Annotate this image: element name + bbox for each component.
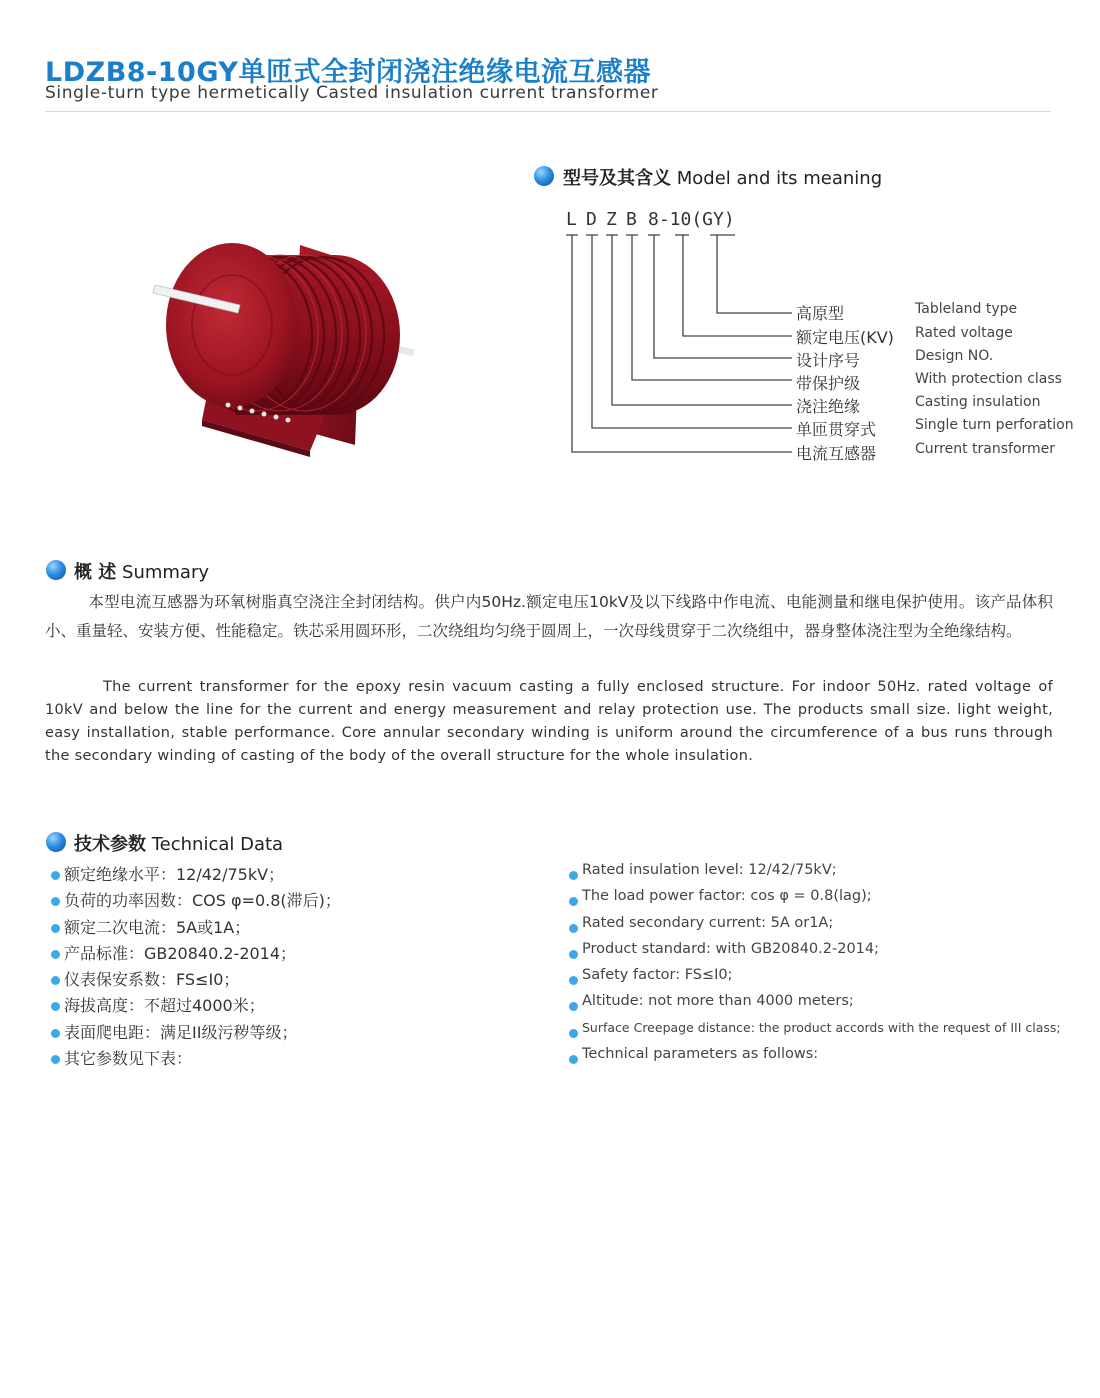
technical-list-en: [566, 862, 1061, 1072]
meaning-en-current-transformer: Current transformer: [915, 441, 1056, 457]
item-text: 海拔高度：不超过4000米；: [64, 996, 265, 1016]
meaning-en-tableland: Tableland type: [915, 301, 1018, 317]
summary-text-cn: 本型电流互感器为环氧树脂真空浇注全封闭结构。供户内50Hz.额定电压10kV及以下线路中作电流、电能测量和继电保护使用。该产品体积小、重量轻、安装方便、性能稳定。铁芯采用圆环形，二次绕组均匀绕于圆周上，一次母线贯穿于二次绕组中，器身整体浇注型为全绝缘结构。: [45, 593, 1053, 640]
item-text: Technical parameters as follows:: [582, 1046, 819, 1063]
bullet-dot-icon: [569, 1002, 578, 1011]
code-letter-b: B: [626, 209, 637, 230]
list-item: [566, 1046, 1061, 1072]
item-text: 负荷的功率因数：COS φ=0.8(滞后)；: [64, 891, 341, 911]
meaning-cn-rated-voltage: 额定电压(KV): [796, 328, 894, 347]
list-item: [566, 967, 1061, 993]
model-heading-cn: 型号及其含义: [563, 168, 671, 189]
list-item: [48, 1020, 341, 1046]
meaning-cn-casting: 浇注绝缘: [796, 397, 861, 416]
bullet-dot-icon: [51, 950, 60, 959]
meaning-cn-current-transformer: 电流互感器: [796, 444, 877, 463]
item-text: 额定绝缘水平：12/42/75kV；: [64, 865, 285, 884]
bullet-dot-icon: [569, 871, 578, 880]
code-letter-z: Z: [606, 209, 617, 230]
meaning-en-rated-voltage: Rated voltage: [915, 325, 1013, 341]
bullet-dot-icon: [569, 897, 578, 906]
summary-heading-en: Summary: [122, 562, 210, 583]
list-item: [48, 967, 341, 993]
code-letter-rating: 8-10(GY): [648, 209, 735, 230]
bullet-dot-icon: [569, 976, 578, 985]
item-text: 产品标准：GB20840.2-2014；: [64, 943, 297, 963]
product-image: [150, 215, 430, 465]
item-text: 额定二次电流：5A或1A；: [64, 917, 251, 937]
technical-heading: [74, 830, 283, 856]
bullet-dot-icon: [51, 1055, 60, 1064]
list-item: [48, 915, 341, 941]
meaning-en-design-no: Design NO.: [915, 348, 994, 364]
page-title: LDZB8-10GY单匝式全封闭浇注绝缘电流互感器: [45, 57, 651, 88]
list-item: [48, 941, 341, 967]
list-item: [566, 1020, 1061, 1046]
item-text: 其它参数见下表：: [64, 1049, 193, 1069]
item-text: Rated insulation level: 12/42/75kV;: [582, 862, 837, 878]
bullet-dot-icon: [51, 871, 60, 880]
list-item: [48, 888, 341, 914]
bullet-dot-icon: [569, 950, 578, 959]
technical-bullet-icon: [46, 832, 66, 852]
bullet-dot-icon: [51, 924, 60, 933]
item-text: The load power factor: cos φ = 0.8(lag);: [582, 888, 872, 905]
bullet-dot-icon: [51, 1029, 60, 1038]
list-item: [566, 941, 1061, 967]
technical-list-cn: [48, 862, 341, 1072]
model-bullet-icon: [534, 166, 554, 186]
meaning-cn-tableland: 高原型: [796, 304, 845, 323]
list-item: [48, 993, 341, 1019]
item-text: Surface Creepage distance: the product accords with the request of III class;: [582, 1019, 1061, 1035]
model-heading-en: Model and its meaning: [676, 168, 883, 189]
page-subtitle: Single-turn type hermetically Casted insulation current transformer: [45, 83, 659, 103]
code-letter-d: D: [586, 209, 597, 230]
list-item: [48, 1046, 341, 1072]
item-text: Rated secondary current: 5A or1A;: [582, 914, 834, 931]
meaning-en-casting: Casting insulation: [915, 394, 1041, 410]
summary-text-en: The current transformer for the epoxy resin vacuum casting a fully enclosed structure. For indoor 50Hz. rated voltage of 10kV and below the line for the current and energy measurement and relay protection use. The products small size. light weight, easy installation, stable performance. Core annular secondary winding is uniform around the circumference of a bus runs through the secondary winding of casting of the body of the overall structure for the whole insulation.: [45, 679, 1053, 764]
list-item: [48, 862, 341, 888]
model-code-diagram: [560, 205, 1080, 475]
meaning-en-protection: With protection class: [915, 371, 1062, 387]
list-item: [566, 993, 1061, 1019]
list-item: [566, 888, 1061, 914]
summary-heading-cn: 概 述: [74, 562, 117, 583]
bullet-dot-icon: [51, 976, 60, 985]
model-heading: [563, 164, 882, 190]
title-divider: [45, 111, 1051, 112]
bullet-dot-icon: [51, 897, 60, 906]
list-item: [566, 915, 1061, 941]
technical-heading-en: Technical Data: [151, 834, 284, 855]
technical-heading-cn: 技术参数: [74, 834, 146, 855]
bullet-dot-icon: [569, 1029, 578, 1038]
item-text: Safety factor: FS≤I0;: [582, 967, 733, 984]
transformer-illustration: [150, 215, 430, 465]
meaning-cn-protection: 带保护级: [796, 374, 861, 393]
item-text: Altitude: not more than 4000 meters;: [582, 993, 854, 1010]
item-text: 仪表保安系数：FS≤I0；: [64, 970, 240, 990]
bullet-dot-icon: [569, 924, 578, 933]
item-text: 表面爬电距：满足II级污秽等级；: [64, 1022, 298, 1042]
bullet-dot-icon: [51, 1002, 60, 1011]
meaning-cn-single-turn: 单匝贯穿式: [796, 420, 877, 439]
summary-heading: [74, 558, 209, 584]
meaning-cn-design-no: 设计序号: [796, 351, 861, 370]
item-text: Product standard: with GB20840.2-2014;: [582, 940, 880, 957]
code-letter-l: L: [566, 209, 577, 230]
list-item: [566, 862, 1061, 888]
meaning-en-single-turn: Single turn perforation: [915, 417, 1074, 433]
bullet-dot-icon: [569, 1055, 578, 1064]
summary-bullet-icon: [46, 560, 66, 580]
